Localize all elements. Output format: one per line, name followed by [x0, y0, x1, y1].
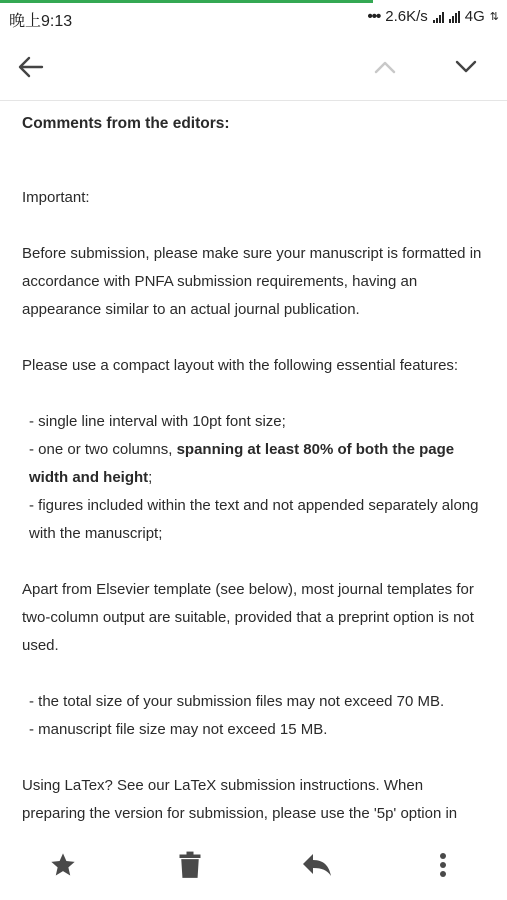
status-right — [367, 8, 499, 25]
previous-email-button[interactable] — [368, 50, 402, 84]
network-type: 4G — [464, 8, 485, 25]
dots-icon: ••• — [367, 8, 381, 25]
feature-line-interval: - single line interval with 10pt font size; — [29, 413, 286, 430]
latex-paragraph: Using LaTex? See our LaTeX submission instructions. When preparing the version for submission, please use the '5p' option in — [22, 777, 458, 822]
important-label: Important: — [22, 189, 90, 206]
chevron-down-icon — [455, 60, 477, 74]
feature-columns — [22, 436, 487, 492]
next-email-button[interactable] — [449, 50, 483, 84]
star-button[interactable] — [44, 846, 82, 884]
submission-paragraph: Before submission, please make sure your manuscript is formatted in accordance with PNFA submission requirements, having an appearance similar to an actual journal publication. — [22, 245, 482, 318]
feature-columns-end: ; — [148, 469, 153, 486]
bottom-action-bar — [0, 832, 507, 900]
feature-columns-bold: spanning at least 80% of both the page width and height — [29, 441, 455, 486]
chevron-up-icon — [374, 60, 396, 74]
reply-button[interactable] — [298, 846, 336, 884]
data-arrows-icon: ⇅ — [489, 11, 499, 23]
email-body — [22, 100, 487, 828]
reply-icon — [301, 852, 333, 878]
more-vert-icon — [439, 852, 447, 878]
top-toolbar — [0, 34, 507, 101]
feature-columns-text: - one or two columns, — [29, 441, 177, 458]
trash-icon — [178, 851, 202, 879]
limit-manuscript-size: - manuscript file size may not exceed 15 MB. — [29, 721, 328, 738]
wifi-signal-icon — [433, 11, 444, 23]
back-arrow-icon — [18, 56, 44, 78]
net-speed: 2.6K/s — [385, 8, 428, 25]
loading-progress-bar — [0, 0, 373, 3]
cell-signal-icon — [449, 11, 460, 23]
templates-paragraph: Apart from Elsevier template (see below), most journal templates for two-column output are suitable, provided that a preprint option is not used. — [22, 581, 474, 654]
back-button[interactable] — [14, 50, 48, 84]
status-time: 晚上9:13 — [9, 13, 73, 30]
feature-figures: - figures included within the text and not appended separately along with the manuscript; — [29, 497, 479, 542]
status-bar — [0, 0, 507, 34]
limit-total-size: - the total size of your submission files may not exceed 70 MB. — [29, 693, 445, 710]
layout-paragraph: Please use a compact layout with the following essential features: — [22, 357, 459, 374]
delete-button[interactable] — [171, 846, 209, 884]
star-icon — [49, 851, 77, 879]
editors-heading: Comments from the editors: — [22, 115, 230, 132]
more-options-button[interactable] — [424, 846, 462, 884]
